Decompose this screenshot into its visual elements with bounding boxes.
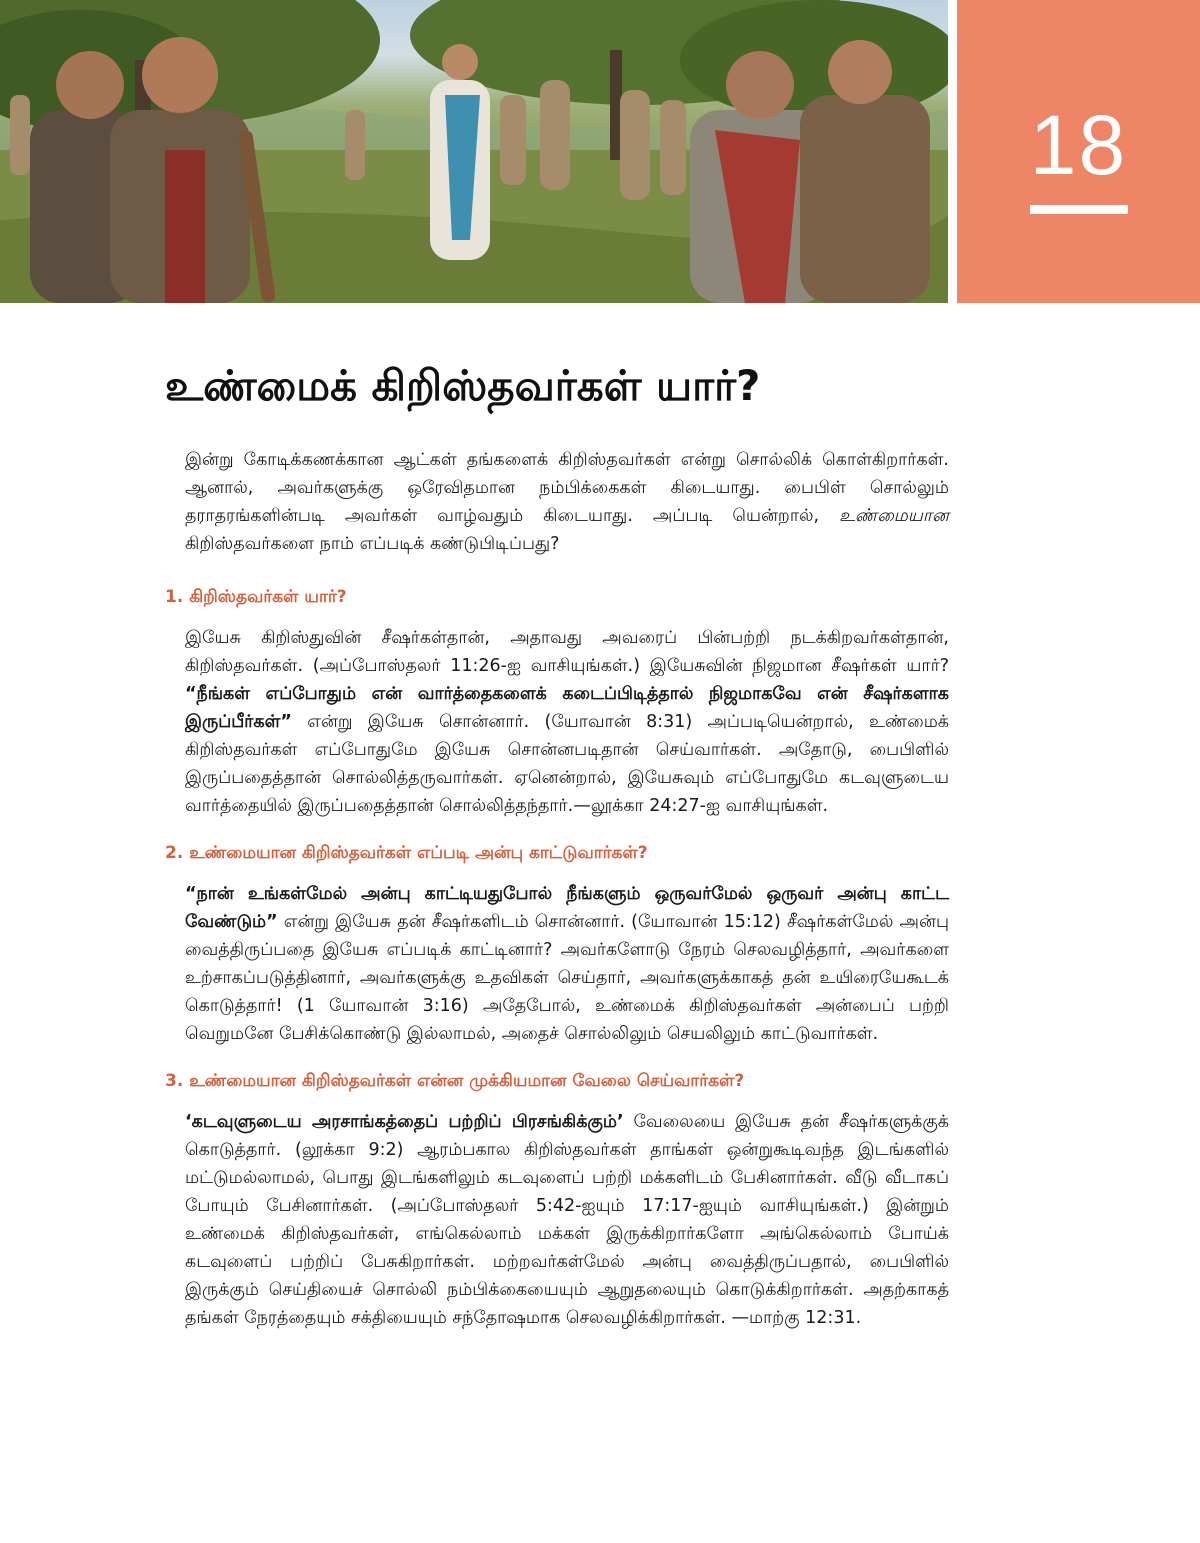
section-1 (165, 584, 949, 820)
section-paragraph: இயேசு கிறிஸ்துவின் சீஷர்கள்தான், அதாவது அவரைப் பின்பற்றி நடக்கிறவர்கள்தான், கிறிஸ்தவர்கள். (அப்போஸ்தலர் 11:26-ஐ வாசியுங்கள்.) இயேசுவின் நிஜமான சீஷர்கள் யார்? “நீங்கள் எப்போதும் என் வார்த்தைகளைக் கடைப்பிடித்தால் நிஜமாகவே என் சீஷர்களாக இருப்பீர்கள்” என்று இயேசு சொன்னார். (யோவான் 8:31) அப்படியென்றால், உண்மைக் கிறிஸ்தவர்கள் எப்போதுமே இயேசு சொன்னபடிதான் செய்வார்கள். அதோடு, பைபிளில் இருப்பதைத்தான் சொல்லித்தருவார்கள். ஏனென்றால், இயேசுவும் எப்போதுமே கடவுளுடைய வார்த்தையில் இருப்பதைத்தான் சொல்லித்தந்தார்.—லூக்கா 24:27-ஐ வாசியுங்கள். (185, 628, 949, 816)
section-heading: 1. கிறிஸ்தவர்கள் யார்? (165, 587, 347, 607)
intro-emphasis: உண்மையான (839, 506, 949, 526)
section-2 (165, 840, 949, 1048)
section-paragraph: “நான் உங்கள்மேல் அன்பு காட்டியதுபோல் நீங்களும் ஒருவர்மேல் ஒருவர் அன்பு காட்ட வேண்டும்” என்று இயேசு தன் சீஷர்களிடம் சொன்னார். (யோவான் 15:12) சீஷர்கள்மேல் அன்பு வைத்திருப்பதை இயேசு எப்படிக் காட்டினார்? அவர்களோடு நேரம் செலவழித்தார், அவர்களை உற்சாகப்படுத்தினார், அவர்களுக்கு உதவிகள் செய்தார், அவர்களுக்காகத் தன் உயிரையேகூடக் கொடுத்தார்! (1 யோவான் 3:16) அதேபோல், உண்மைக் கிறிஸ்தவர்கள் அன்பைப் பற்றி வெறுமனே பேசிக்கொண்டு இல்லாமல், அதைச் சொல்லிலும் செயலிலும் காட்டுவார்கள். (185, 884, 949, 1044)
section-heading: 3. உண்மையான கிறிஸ்தவர்கள் என்ன முக்கியமான வேலை செய்வார்கள்? (165, 1071, 745, 1091)
hero-illustration (0, 0, 948, 303)
lesson-number: 18 (1029, 98, 1128, 192)
lesson-number-box (957, 0, 1200, 303)
main-content (165, 360, 949, 1332)
section-heading: 2. உண்மையான கிறிஸ்தவர்கள் எப்படி அன்பு காட்டுவார்கள்? (165, 843, 648, 863)
page-title: உண்மைக் கிறிஸ்தவர்கள் யார்? (165, 361, 761, 410)
scripture-quote: “நீங்கள் எப்போதும் என் வார்த்தைகளைக் கடைப்பிடித்தால் நிஜமாகவே என் சீஷர்களாக இருப்பீர்கள்” (185, 684, 949, 732)
scripture-quote: ‘கடவுளுடைய அரசாங்கத்தைப் பற்றிப் பிரசங்கிக்கும்’ (185, 1112, 624, 1132)
intro-text-start: இன்று கோடிக்கணக்கான ஆட்கள் தங்களைக் கிறிஸ்தவர்கள் என்று சொல்லிக் கொள்கிறார்கள். ஆனால், அவர்களுக்கு ஒரேவிதமான நம்பிக்கைகள் கிடையாது. பைபிள் சொல்லும் தராதரங்களின்படி அவர்கள் வாழ்வதும் கிடையாது. அப்படி யென்றால், (185, 450, 949, 526)
section-paragraph: ‘கடவுளுடைய அரசாங்கத்தைப் பற்றிப் பிரசங்கிக்கும்’ வேலையை இயேசு தன் சீஷர்களுக்குக் கொடுத்தார். (லூக்கா 9:2) ஆரம்பகால கிறிஸ்தவர்கள் தாங்கள் ஒன்றுகூடிவந்த இடங்களில் மட்டுமல்லாமல், பொது இடங்களிலும் கடவுளைப் பற்றி மக்களிடம் பேசினார்கள். வீடு வீடாகப் போயும் பேசினார்கள். (அப்போஸ்தலர் 5:42-ஐயும் 17:17-ஐயும் வாசியுங்கள்.) இன்றும் உண்மைக் கிறிஸ்தவர்கள், எங்கெல்லாம் மக்கள் இருக்கிறார்களோ அங்கெல்லாம் போய்க் கடவுளைப் பற்றிப் பேசுகிறார்கள். மற்றவர்கள்மேல் அன்பு வைத்திருப்பதால், பைபிளில் இருக்கும் செய்தியைச் சொல்லி நம்பிக்கையையும் ஆறுதலையும் கொடுக்கிறார்கள். அதற்காகத் தங்கள் நேரத்தையும் சக்தியையும் சந்தோஷமாக செலவழிக்கிறார்கள். —மாற்கு 12:31. (185, 1112, 949, 1328)
section-3 (165, 1068, 949, 1332)
intro-text-end: கிறிஸ்தவர்களை நாம் எப்படிக் கண்டுபிடிப்பது? (185, 534, 560, 554)
lesson-number-underline (1030, 205, 1128, 214)
hero-image (0, 0, 948, 303)
intro-paragraph (185, 446, 949, 558)
scripture-quote: “நான் உங்கள்மேல் அன்பு காட்டியதுபோல் நீங்களும் ஒருவர்மேல் ஒருவர் அன்பு காட்ட வேண்டும்” (185, 884, 949, 932)
